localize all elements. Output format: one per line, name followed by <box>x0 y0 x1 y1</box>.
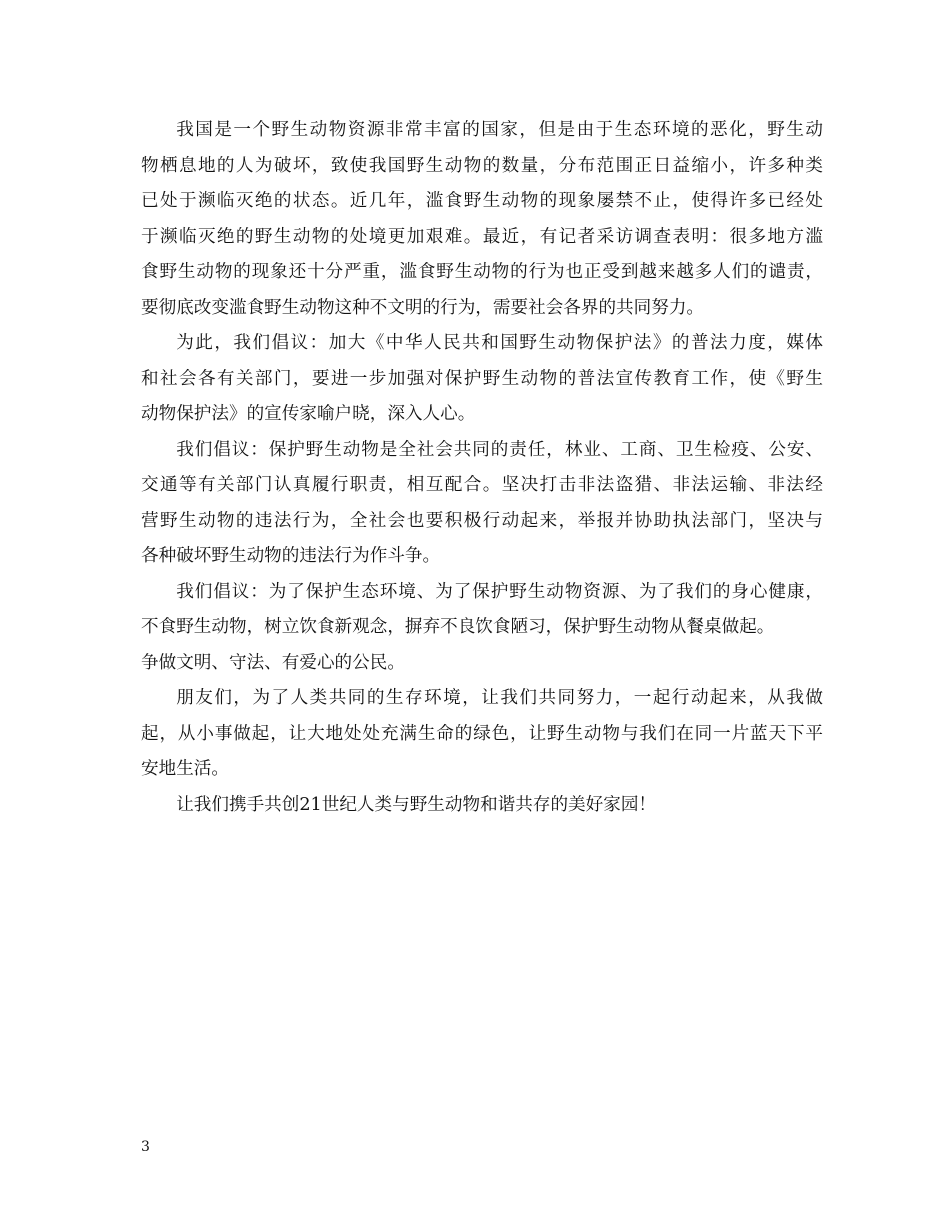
text-line: 营野生动物的违法行为，全社会也要积极行动起来，举报并协助执法部门，坚决与 <box>141 510 823 531</box>
text-line: 我们倡议：保护野生动物是全社会共同的责任，林业、工商、卫生检疫、公安、 <box>176 439 823 460</box>
paragraph-4 <box>141 575 823 682</box>
text-line: 食野生动物的现象还十分严重，滥食野生动物的行为也正受到越来越多人们的谴责， <box>141 262 823 282</box>
text-line: 和社会各有关部门，要进一步加强对保护野生动物的普法宣传教育工作，使《野生 <box>141 368 823 389</box>
text-line: 物栖息地的人为破坏，致使我国野生动物的数量，分布范围正日益缩小，许多种类 <box>141 155 823 176</box>
text-line: 交通等有关部门认真履行职责，相互配合。坚决打击非法盗猎、非法运输、非法经 <box>141 475 823 495</box>
paragraph-6 <box>141 788 823 824</box>
text-line: 我国是一个野生动物资源非常丰富的国家，但是由于生态环境的恶化，野生动 <box>176 120 823 140</box>
paragraph-5 <box>141 681 823 788</box>
text-line: 已处于濒临灭绝的状态。近几年，滥食野生动物的现象屡禁不止，使得许多已经处 <box>141 191 823 211</box>
paragraph-1 <box>141 113 823 326</box>
paragraph-3 <box>141 433 823 575</box>
text-line: 争做文明、守法、有爱心的公民。 <box>141 652 405 673</box>
paragraph-2 <box>141 326 823 433</box>
text-line: 于濒临灭绝的野生动物的处境更加艰难。最近，有记者采访调查表明：很多地方滥 <box>141 226 823 247</box>
document-body <box>141 113 823 823</box>
text-line: 不食野生动物，树立饮食新观念，摒弃不良饮食陋习，保护野生动物从餐桌做起。 <box>141 617 775 637</box>
text-line: 为此，我们倡议：加大《中华人民共和国野生动物保护法》的普法力度，媒体 <box>176 333 823 353</box>
text-line: 要彻底改变滥食野生动物这种不文明的行为，需要社会各界的共同努力。 <box>141 297 705 318</box>
page-number: 3 <box>141 1139 150 1155</box>
text-line: 动物保护法》的宣传家喻户晓，深入人心。 <box>141 404 476 424</box>
text-line: 各种破坏野生动物的违法行为作斗争。 <box>141 546 441 566</box>
text-line: 安地生活。 <box>141 759 229 779</box>
text-line: 朋友们，为了人类共同的生存环境，让我们共同努力，一起行动起来，从我做 <box>176 688 823 708</box>
text-line: 起，从小事做起，让大地处处充满生命的绿色，让野生动物与我们在同一片蓝天下平 <box>141 723 823 744</box>
text-line: 我们倡议：为了保护生态环境、为了保护野生动物资源、为了我们的身心健康， <box>176 581 823 602</box>
text-line: 让我们携手共创21世纪人类与野生动物和谐共存的美好家园！ <box>176 794 657 815</box>
